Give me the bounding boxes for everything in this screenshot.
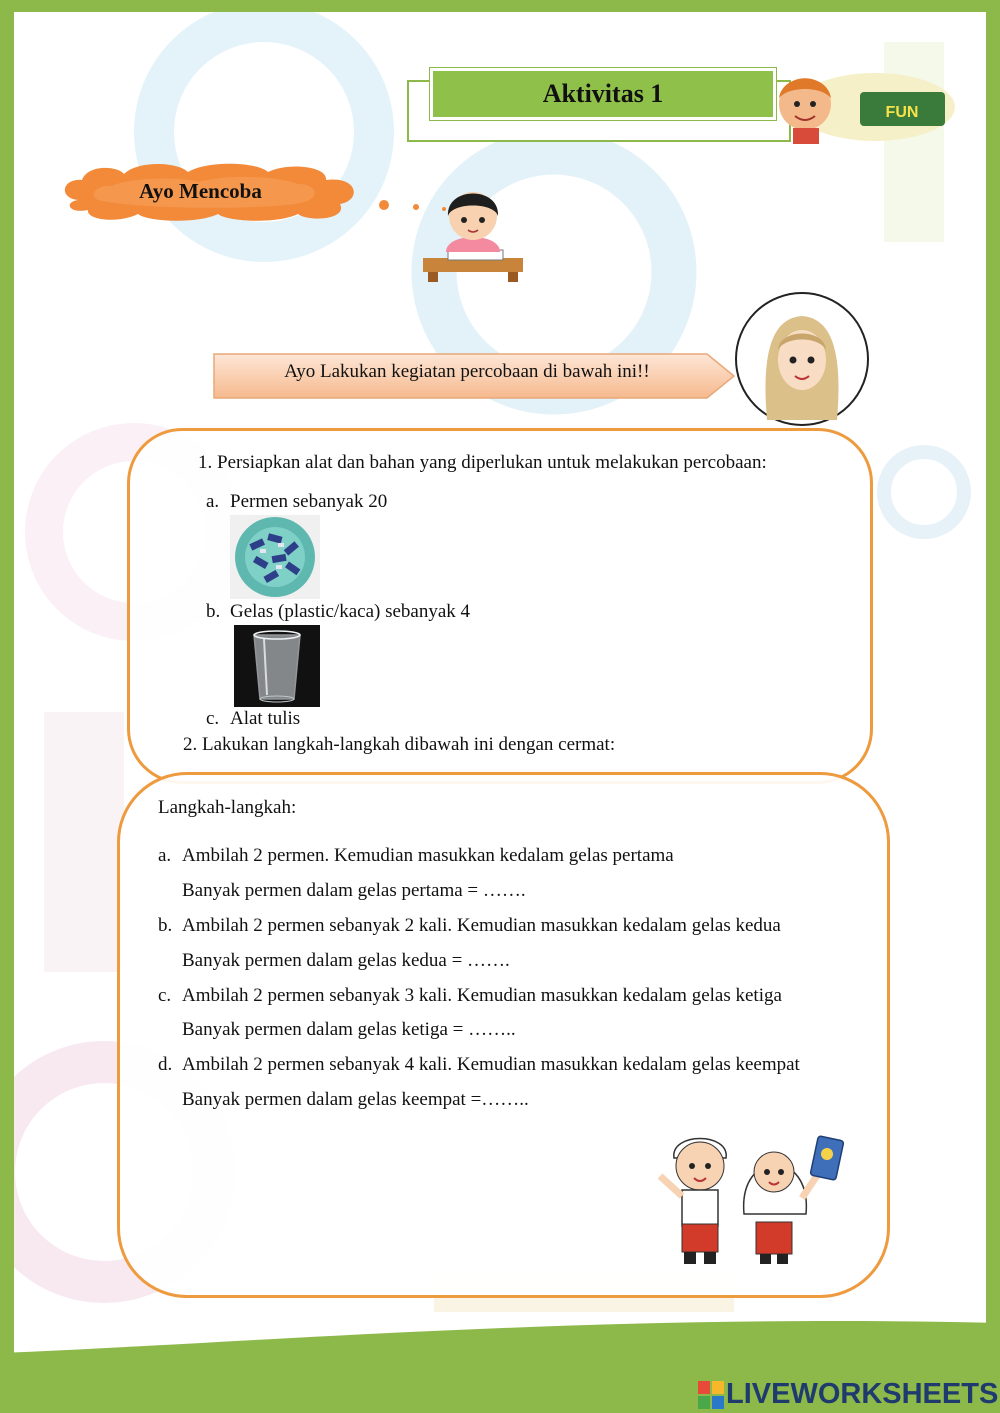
liveworksheets-brand[interactable]: LIVEWORKSHEETS: [726, 1378, 999, 1410]
svg-text:FUN: FUN: [885, 104, 919, 121]
prepare-instruction: 1. Persiapkan alat dan bahan yang diperlukan untuk melakukan percobaan:: [198, 452, 767, 473]
title-banner: [430, 68, 776, 120]
page-title: Aktivitas 1: [542, 79, 664, 108]
step-c-text: Ambilah 2 permen sebanyak 3 kali. Kemudian masukkan kedalam gelas ketiga: [182, 985, 782, 1006]
material-marker-b: b.: [206, 601, 221, 622]
step-a-text: Ambilah 2 permen. Kemudian masukkan kedalam gelas pertama: [182, 845, 674, 866]
step-c-answer: Banyak permen dalam gelas ketiga = ……..: [182, 1019, 516, 1040]
page-frame-right: [986, 0, 1000, 1413]
page-frame-left: [0, 0, 14, 1413]
step-d-answer: Banyak permen dalam gelas keempat =……..: [182, 1089, 529, 1110]
instruction-text: Ayo Lakukan kegiatan percobaan di bawah ini!!: [284, 361, 650, 382]
step-marker-c: c.: [158, 985, 172, 1006]
material-stationery: Alat tulis: [230, 708, 301, 729]
step-a-answer: Banyak permen dalam gelas pertama = …….: [182, 880, 526, 901]
students-icon: [652, 1118, 852, 1268]
step-marker-d: d.: [158, 1054, 173, 1075]
step-marker-a: a.: [158, 845, 172, 866]
plastic-cup-image: [234, 625, 320, 707]
girl-studying-icon: [418, 180, 528, 285]
step-d-text: Ambilah 2 permen sebanyak 4 kali. Kemudian masukkan kedalam gelas keempat: [182, 1054, 800, 1075]
steps-heading: Langkah-langkah:: [158, 797, 297, 818]
candy-plate-image: [230, 515, 320, 599]
fun-mascot-icon: [765, 62, 955, 148]
material-candy: Permen sebanyak 20: [230, 491, 388, 512]
material-glass: Gelas (plastic/kaca) sebanyak 4: [230, 601, 471, 622]
page-frame-top: [0, 0, 1000, 12]
material-marker-a: a.: [206, 491, 220, 512]
steps-instruction: 2. Lakukan langkah-langkah dibawah ini dengan cermat:: [183, 734, 616, 755]
material-marker-c: c.: [206, 708, 220, 729]
step-b-text: Ambilah 2 permen sebanyak 2 kali. Kemudian masukkan kedalam gelas kedua: [182, 915, 781, 936]
liveworksheets-logo-icon: [698, 1381, 724, 1409]
step-b-answer: Banyak permen dalam gelas kedua = …….: [182, 950, 510, 971]
ayo-mencoba-label: Ayo Mencoba: [139, 179, 262, 203]
teacher-hijab-icon: [733, 290, 871, 428]
step-marker-b: b.: [158, 915, 173, 936]
